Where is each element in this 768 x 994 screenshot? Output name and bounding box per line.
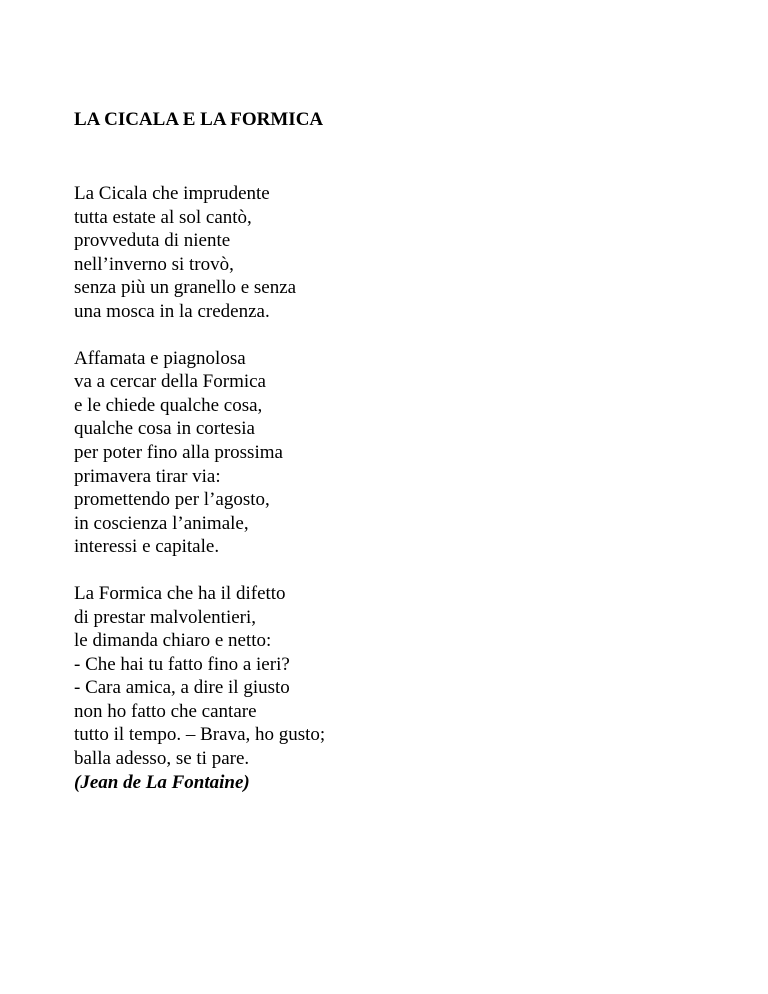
poem-line: - Cara amica, a dire il giusto (74, 677, 290, 699)
poem-line: nell’inverno si trovò, (74, 253, 234, 275)
poem-line: una mosca in la credenza. (74, 300, 270, 322)
poem-line: balla adesso, se ti pare. (74, 748, 250, 770)
poem-author: (Jean de La Fontaine) (74, 771, 250, 793)
poem-line: di prestar malvolentieri, (74, 606, 257, 628)
poem-line: La Cicala che imprudente (74, 183, 270, 204)
poem-line: per poter fino alla prossima (74, 441, 283, 463)
poem-line: le dimanda chiaro e netto: (74, 630, 272, 652)
poem-line: provveduta di niente (74, 230, 231, 252)
stanza-3 (74, 582, 714, 794)
poem-line: Affamata e piagnolosa (74, 347, 246, 369)
poem-line: - Che hai tu fatto fino a ieri? (74, 653, 290, 675)
poem-line: non ho fatto che cantare (74, 700, 257, 722)
poem-line: interessi e capitale. (74, 536, 220, 558)
poem-line: senza più un granello e senza (74, 277, 297, 299)
poem-line: primavera tirar via: (74, 465, 221, 487)
stanza-1 (74, 182, 714, 324)
poem-line: qualche cosa in cortesia (74, 418, 255, 440)
poem-line: tutta estate al sol cantò, (74, 206, 252, 228)
poem-line: va a cercar della Formica (74, 371, 266, 393)
poem-line: promettendo per l’agosto, (74, 489, 270, 511)
poem-title: LA CICALA E LA FORMICA (74, 109, 324, 130)
document-page (74, 108, 714, 794)
poem-line: in coscienza l’animale, (74, 512, 249, 534)
stanza-2 (74, 347, 714, 559)
poem-line: e le chiede qualche cosa, (74, 394, 263, 416)
poem-line: tutto il tempo. – Brava, ho gusto; (74, 724, 326, 746)
poem-line: La Formica che ha il difetto (74, 582, 286, 604)
